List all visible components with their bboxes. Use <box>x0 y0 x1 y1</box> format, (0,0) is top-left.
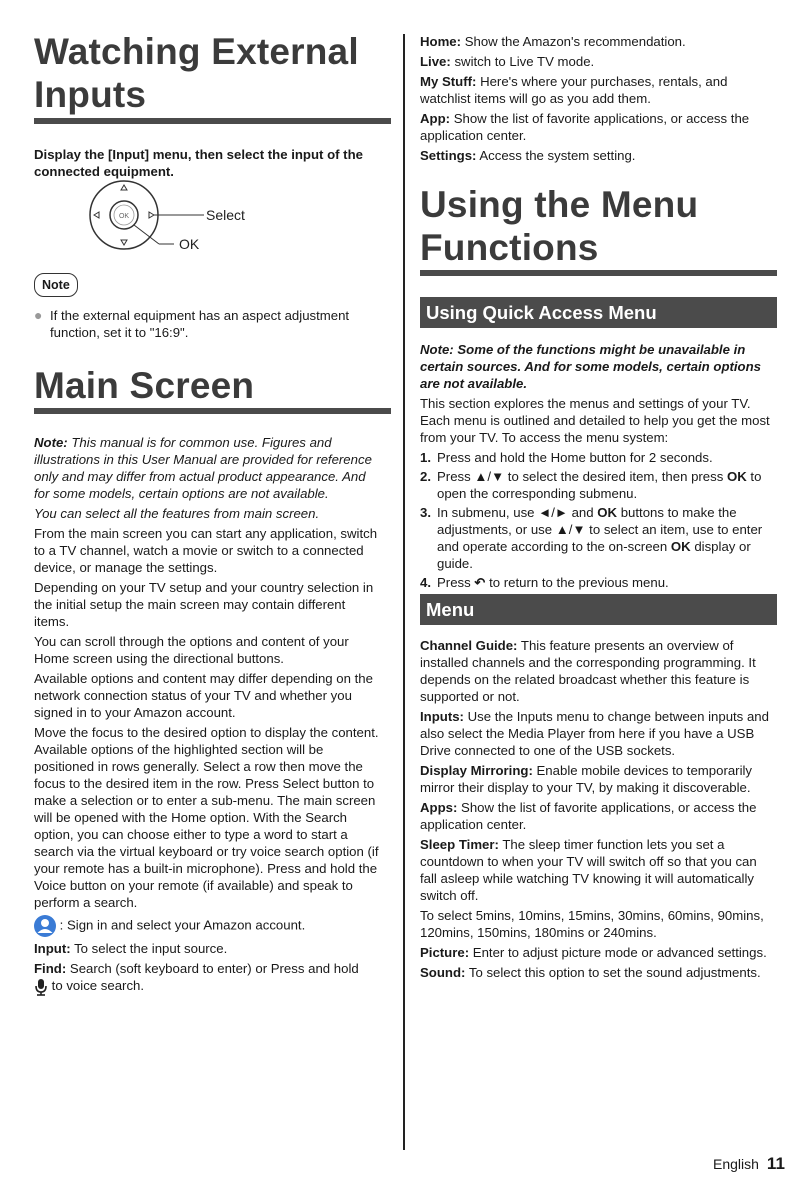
home-definitions <box>420 33 775 167</box>
quick-access-note: Note: Some of the functions might be unavailable in certain sources. And for some models, certain options are not available. <box>420 342 762 391</box>
def-settings-label: Settings: <box>420 148 477 163</box>
note-bullet <box>34 307 379 341</box>
remote-dpad-diagram <box>84 180 284 260</box>
sleep-timer-label: Sleep Timer: <box>420 837 499 852</box>
menu-functions-rule <box>420 270 777 276</box>
main-para-5: Move the focus to the desired option to display the content. Available options of the highlighted section will be positioned in rows generally. Select a row then move the focus to the desired item in the row. Press Select button to make a selection or to enter a sub-menu. The main screen will be opened with the Home option. With the Search option, you can choose either to type a word to start a search via the virtual keyboard or try voice search option (if your remote has a built-in microphone). Press and hold the Voice button on your remote (if available) and speak to perform a search. <box>34 725 379 910</box>
main-screen-body <box>34 434 384 999</box>
def-mystuff <box>420 73 775 107</box>
find-text-1: Search (soft keyboard to enter) or Press and hold <box>69 961 359 976</box>
account-text: : Sign in and select your Amazon account. <box>59 917 306 933</box>
apps-label: Apps: <box>420 800 458 815</box>
step-1 <box>420 449 775 466</box>
dpad-ok-text: OK <box>118 213 130 220</box>
def-settings <box>420 147 775 164</box>
right-arrow-icon <box>149 212 154 218</box>
find-text-2: to voice search. <box>51 978 145 993</box>
left-arrow-icon <box>94 212 99 218</box>
def-home-text: Show the Amazon's recommendation. <box>464 34 686 49</box>
band-quick-access-menu: Using Quick Access Menu <box>420 297 777 328</box>
def-live <box>420 53 775 70</box>
step-2-ok: OK <box>726 469 747 484</box>
page-number: 11 <box>766 1154 785 1173</box>
main-para-4: Available options and content may differ depending on the network connection status of your TV and whether you signed in to your Amazon account. <box>34 671 373 720</box>
step-2-num: 2. <box>420 469 431 484</box>
main-screen-rule <box>34 408 391 414</box>
title-using-menu-functions: Using the Menu Functions <box>420 184 699 268</box>
apps-text: Show the list of favorite applications, or access the application center. <box>420 800 757 832</box>
step-3-ok2: OK <box>670 539 691 554</box>
inputs-label: Inputs: <box>420 709 464 724</box>
bullet-icon: ● <box>34 307 43 323</box>
account-avatar-icon <box>34 915 56 937</box>
input-label: Input: <box>34 941 71 956</box>
band-menu: Menu <box>420 594 777 625</box>
step-3-num: 3. <box>420 505 431 520</box>
find-row <box>34 960 384 996</box>
menu-def-channel-guide <box>420 637 777 705</box>
step-3-text-b: buttons to make the adjustments, or use ▲/▼ to select an item, use to enter and operate according to the on-screen <box>437 505 763 554</box>
note-badge: Note <box>34 273 78 297</box>
main-note-line2: You can select all the features from main screen. <box>34 506 320 521</box>
sound-text: To select this option to set the sound adjustments. <box>468 965 761 980</box>
sleep-timer-text: The sleep timer function lets you set a countdown to when your TV will switch off so that you can fall asleep while watching TV knowing it will automatically switch off. <box>420 837 757 903</box>
quick-access-body <box>420 341 775 593</box>
main-note <box>34 434 384 502</box>
input-text: To select the input source. <box>74 941 228 956</box>
menu-def-display-mirroring <box>420 762 777 796</box>
picture-label: Picture: <box>420 945 470 960</box>
def-mystuff-text: Here's where your purchases, rentals, and watchlist items will go as you add them. <box>420 74 728 106</box>
main-para-3: You can scroll through the options and content of your Home screen using the directional buttons. <box>34 634 349 666</box>
menu-def-sound <box>420 964 777 981</box>
def-app-label: App: <box>420 111 451 126</box>
display-mirroring-text: Enable mobile devices to temporarily mirror their display to your TV, by making it discoverable. <box>420 763 753 795</box>
step-4-text-a: Press <box>437 575 475 590</box>
input-instruction: Display the [Input] menu, then select the input of the connected equipment. <box>34 147 363 179</box>
title-rule <box>34 118 391 124</box>
menu-def-sleep-timer <box>420 836 777 904</box>
footer-language: English <box>713 1156 759 1172</box>
main-note-prefix: Note: <box>34 435 68 450</box>
return-icon: ↶ <box>474 575 486 590</box>
down-arrow-icon <box>121 240 127 245</box>
sleep-timer-options: To select 5mins, 10mins, 15mins, 30mins, 60mins, 90mins, 120mins, 150mins, 180mins or 240mins. <box>420 908 764 940</box>
find-label: Find: <box>34 961 67 976</box>
def-live-label: Live: <box>420 54 451 69</box>
menu-def-picture <box>420 944 777 961</box>
def-live-text: switch to Live TV mode. <box>454 54 595 69</box>
sound-label: Sound: <box>420 965 466 980</box>
channel-guide-label: Channel Guide: <box>420 638 518 653</box>
menu-def-apps <box>420 799 777 833</box>
main-para-2: Depending on your TV setup and your country selection in the initial setup the main screen may contain different items. <box>34 580 374 629</box>
step-4-num: 4. <box>420 575 431 590</box>
up-arrow-icon <box>121 185 127 190</box>
steps-list <box>420 449 775 591</box>
column-divider <box>403 34 405 1150</box>
account-row <box>34 915 384 937</box>
def-home <box>420 33 775 50</box>
select-label: Select <box>206 207 245 223</box>
def-settings-text: Access the system setting. <box>479 148 636 163</box>
step-3-text-a: In submenu, use ◄/► and <box>437 505 598 520</box>
def-app-text: Show the list of favorite applications, or access the application center. <box>420 111 750 143</box>
channel-guide-text: This feature presents an overview of installed channels and the corresponding programming. It depends on the related broadcast whether this feature is supported or not. <box>420 638 756 704</box>
main-note-text: This manual is for common use. Figures and illustrations in this User Manual are provided for reference only and may differ from actual product appearance. And for some models, certain options are not available. <box>34 435 372 501</box>
def-home-label: Home: <box>420 34 462 49</box>
inputs-text: Use the Inputs menu to change between inputs and also select the Media Player from here if you have a USB Drive connected to one of the USB sockets. <box>420 709 769 758</box>
title-watching-external-inputs: Watching External Inputs <box>34 31 359 115</box>
menu-body <box>420 637 777 984</box>
page-footer <box>713 1154 785 1174</box>
display-mirroring-label: Display Mirroring: <box>420 763 533 778</box>
title-main-screen: Main Screen <box>34 365 255 406</box>
picture-text: Enter to adjust picture mode or advanced settings. <box>472 945 767 960</box>
step-2-text-a: Press ▲/▼ to select the desired item, then press <box>437 469 727 484</box>
def-app <box>420 110 775 144</box>
step-3-text-c: display or guide. <box>437 539 751 571</box>
step-3-ok: OK <box>597 505 618 520</box>
input-row <box>34 940 384 957</box>
menu-def-inputs <box>420 708 777 759</box>
note-bullet-text: If the external equipment has an aspect adjustment function, set it to "16:9". <box>50 308 350 340</box>
ok-label: OK <box>179 236 200 252</box>
step-1-text: Press and hold the Home button for 2 seconds. <box>437 450 713 465</box>
quick-access-intro: This section explores the menus and settings of your TV. Each menu is outlined and detailed to help you get the most from your TV. To access the menu system: <box>420 396 770 445</box>
step-2 <box>420 468 775 502</box>
step-4 <box>420 574 775 591</box>
microphone-icon <box>34 978 48 996</box>
step-4-text-b: to return to the previous menu. <box>485 575 669 590</box>
def-mystuff-label: My Stuff: <box>420 74 477 89</box>
step-1-num: 1. <box>420 450 431 465</box>
step-3 <box>420 504 775 572</box>
step-2-text-b: to open the corresponding submenu. <box>437 469 762 501</box>
main-para-1: From the main screen you can start any application, switch to a TV channel, watch a movie or switch to a connected device, or manage the settings. <box>34 526 378 575</box>
